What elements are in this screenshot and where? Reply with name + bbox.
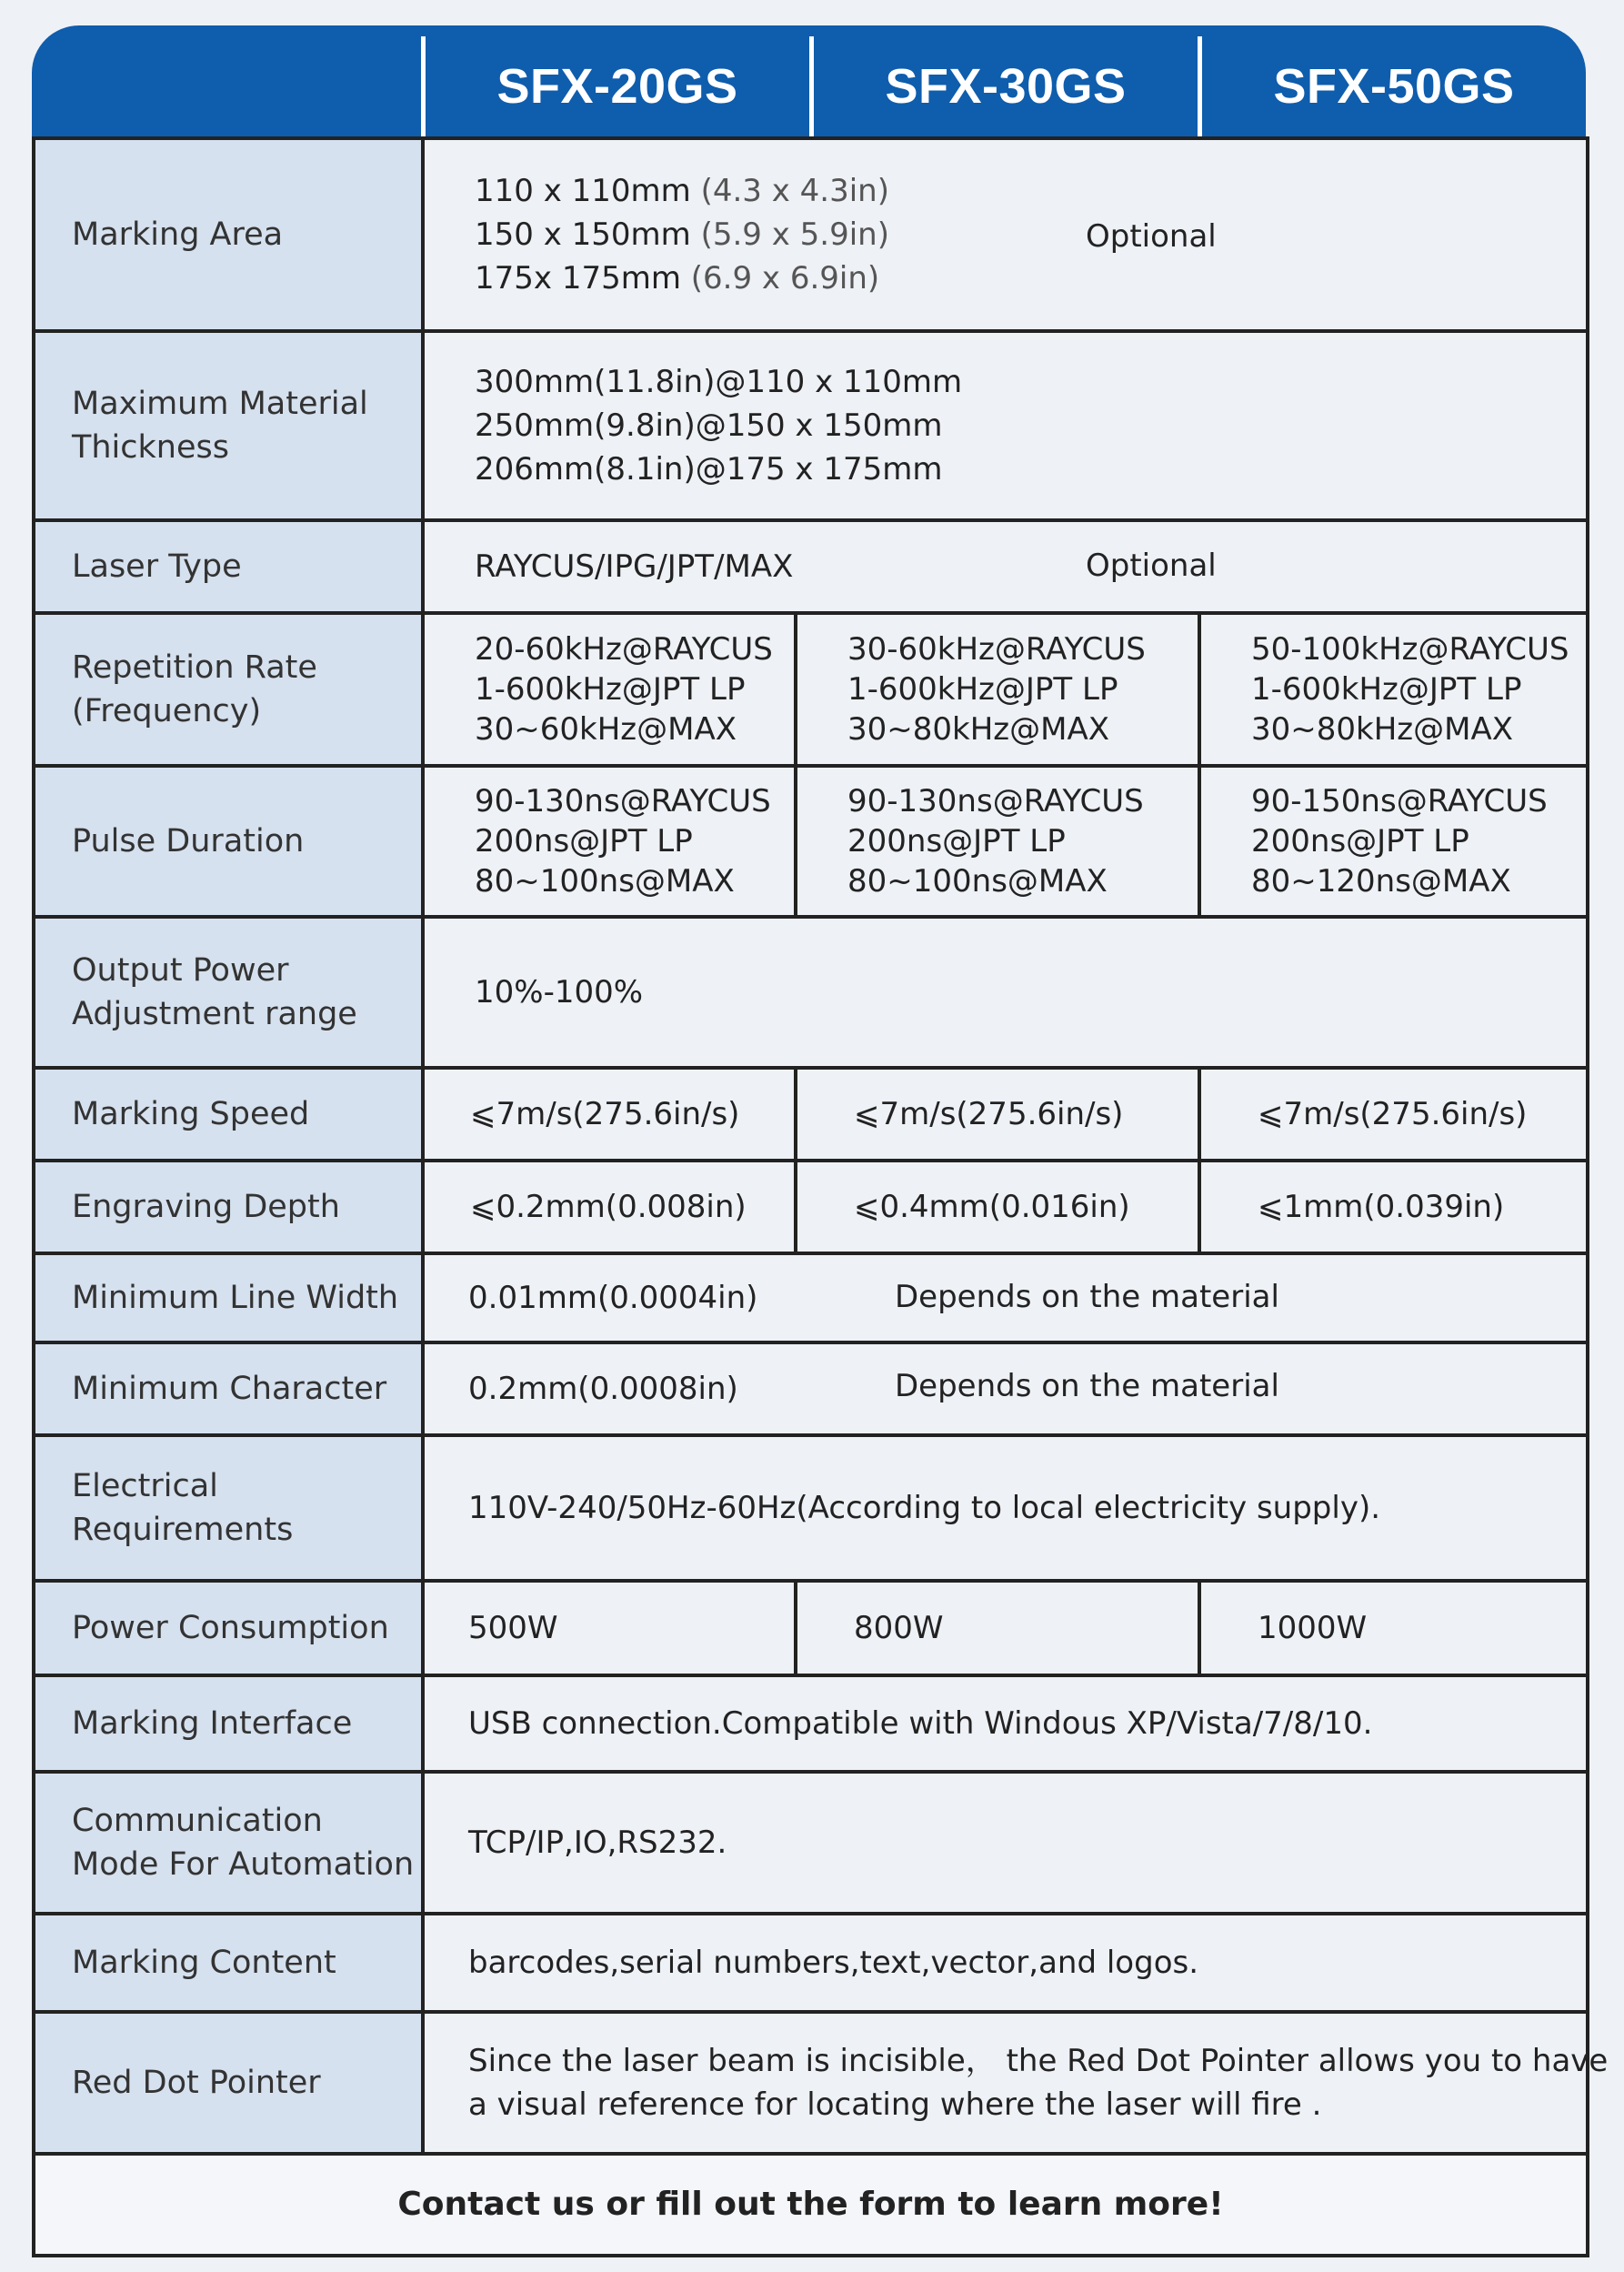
rep-rate-50-line-2: 1-600kHz@JPT LP [1251, 671, 1522, 708]
label-engraving-depth: Engraving Depth [34, 1161, 423, 1253]
row-communication [34, 1772, 1588, 1914]
label-output-power-line-1: Output Power [72, 952, 289, 989]
label-power-consumption: Power Consumption [34, 1581, 423, 1675]
label-output-power-line-2: Adjustment range [72, 996, 357, 1032]
header-blank [32, 25, 421, 136]
marking-area-line-3-imperial: (6.9 x 6.9in) [690, 260, 880, 297]
speed-sfx-50gs: ⩽7m/s(275.6in/s) [1199, 1068, 1588, 1161]
model-sfx-50gs: SFX-50GS [1198, 36, 1586, 136]
min-character-value: 0.2mm(0.0008in) [468, 1371, 738, 1407]
pulse-20-line-3: 80~100ns@MAX [475, 863, 735, 900]
red-dot-line-2: a visual reference for locating where the laser will fire . [468, 2086, 1322, 2123]
rep-rate-30-line-2: 1-600kHz@JPT LP [847, 671, 1118, 708]
power-sfx-30gs: 800W [796, 1581, 1199, 1675]
label-marking-content: Marking Content [34, 1914, 423, 2012]
speed-sfx-30gs: ⩽7m/s(275.6in/s) [796, 1068, 1199, 1161]
power-sfx-20gs: 500W [423, 1581, 796, 1675]
marking-area-note: Optional [1086, 218, 1217, 255]
row-output-power [34, 917, 1588, 1068]
label-marking-area: Marking Area [34, 138, 423, 331]
label-max-thickness [34, 331, 423, 520]
row-marking-content [34, 1914, 1588, 2012]
row-min-character [34, 1342, 1588, 1435]
rep-rate-30-line-1: 30-60kHz@RAYCUS [847, 631, 1146, 668]
red-dot-line-1: Since the laser beam is incisible， the Red Dot Pointer allows you to have [468, 2043, 1609, 2079]
pulse-20-line-1: 90-130ns@RAYCUS [475, 783, 771, 819]
rep-rate-20-line-3: 30~60kHz@MAX [475, 711, 737, 748]
label-max-thickness-line-2: Thickness [72, 429, 229, 466]
row-marking-area [34, 138, 1588, 331]
label-marking-interface: Marking Interface [34, 1675, 423, 1772]
pulse-sfx-50gs [1199, 766, 1588, 917]
label-min-line-width: Minimum Line Width [34, 1253, 423, 1342]
model-header [32, 25, 1586, 136]
min-character-note: Depends on the material [895, 1368, 1279, 1404]
rep-rate-20-line-2: 1-600kHz@JPT LP [475, 671, 746, 708]
spec-table [32, 136, 1609, 2257]
row-max-thickness [34, 331, 1588, 520]
spec-sheet [32, 25, 1609, 2257]
value-output-power: 10%-100% [423, 917, 1588, 1068]
label-laser-type: Laser Type [34, 520, 423, 613]
row-red-dot [34, 2012, 1588, 2154]
laser-type-value: RAYCUS/IPG/JPT/MAX [475, 548, 794, 585]
value-marking-content: barcodes,serial numbers,text,vector,and logos. [423, 1914, 1588, 2012]
label-repetition-rate-line-2: (Frequency) [72, 693, 262, 729]
max-thickness-line-2: 250mm(9.8in)@150 x 150mm [475, 407, 943, 444]
pulse-20-line-2: 200ns@JPT LP [475, 823, 693, 860]
label-communication-line-1: Communication [72, 1803, 323, 1839]
value-red-dot [423, 2012, 1609, 2154]
label-marking-speed: Marking Speed [34, 1068, 423, 1161]
marking-area-line-2: 150 x 150mm [475, 216, 691, 253]
pulse-sfx-30gs [796, 766, 1199, 917]
row-laser-type [34, 520, 1588, 613]
marking-area-line-3: 175x 175mm [475, 260, 681, 297]
depth-sfx-20gs: ⩽0.2mm(0.008in) [423, 1161, 796, 1253]
value-marking-area [423, 138, 1588, 331]
pulse-30-line-2: 200ns@JPT LP [847, 823, 1066, 860]
rep-rate-20-line-1: 20-60kHz@RAYCUS [475, 631, 773, 668]
label-electrical [34, 1435, 423, 1581]
model-sfx-20gs: SFX-20GS [421, 36, 809, 136]
rep-rate-sfx-30gs [796, 613, 1199, 766]
value-min-character [423, 1342, 1588, 1435]
row-marking-interface [34, 1675, 1588, 1772]
label-max-thickness-line-1: Maximum Material [72, 386, 368, 422]
model-sfx-30gs: SFX-30GS [809, 36, 1198, 136]
row-footer [34, 2154, 1588, 2256]
min-line-width-value: 0.01mm(0.0004in) [468, 1280, 758, 1316]
label-red-dot: Red Dot Pointer [34, 2012, 423, 2154]
rep-rate-50-line-3: 30~80kHz@MAX [1251, 711, 1514, 748]
pulse-sfx-20gs [423, 766, 796, 917]
power-sfx-50gs: 1000W [1199, 1581, 1588, 1675]
label-communication-line-2: Mode For Automation [72, 1846, 415, 1883]
label-min-character: Minimum Character [34, 1342, 423, 1435]
value-communication: TCP/IP,IO,RS232. [423, 1772, 1588, 1914]
label-pulse-duration: Pulse Duration [34, 766, 423, 917]
row-power-consumption [34, 1581, 1588, 1675]
rep-rate-sfx-50gs [1199, 613, 1588, 766]
row-pulse-duration [34, 766, 1588, 917]
pulse-50-line-2: 200ns@JPT LP [1251, 823, 1469, 860]
pulse-50-line-1: 90-150ns@RAYCUS [1251, 783, 1548, 819]
label-electrical-line-1: Electrical [72, 1468, 218, 1504]
value-laser-type [423, 520, 1588, 613]
row-engraving-depth [34, 1161, 1588, 1253]
value-max-thickness [423, 331, 1588, 520]
max-thickness-line-3: 206mm(8.1in)@175 x 175mm [475, 451, 943, 488]
max-thickness-line-1: 300mm(11.8in)@110 x 110mm [475, 364, 963, 400]
rep-rate-30-line-3: 30~80kHz@MAX [847, 711, 1110, 748]
laser-type-note: Optional [1086, 548, 1217, 584]
row-marking-speed [34, 1068, 1588, 1161]
marking-area-line-2-imperial: (5.9 x 5.9in) [700, 216, 889, 253]
row-repetition-rate [34, 613, 1588, 766]
value-marking-interface: USB connection.Compatible with Windous XP/Vista/7/8/10. [423, 1675, 1588, 1772]
depth-sfx-30gs: ⩽0.4mm(0.016in) [796, 1161, 1199, 1253]
pulse-30-line-3: 80~100ns@MAX [847, 863, 1108, 900]
marking-area-line-1: 110 x 110mm [475, 173, 691, 209]
footer-cta: Contact us or fill out the form to learn more! [34, 2154, 1588, 2256]
pulse-50-line-3: 80~120ns@MAX [1251, 863, 1511, 900]
min-line-width-note: Depends on the material [895, 1279, 1279, 1315]
label-communication [34, 1772, 423, 1914]
depth-sfx-50gs: ⩽1mm(0.039in) [1199, 1161, 1588, 1253]
value-min-line-width [423, 1253, 1588, 1342]
pulse-30-line-1: 90-130ns@RAYCUS [847, 783, 1144, 819]
row-electrical [34, 1435, 1588, 1581]
marking-area-line-1-imperial: (4.3 x 4.3in) [700, 173, 889, 209]
label-repetition-rate [34, 613, 423, 766]
value-electrical: 110V-240/50Hz-60Hz(According to local electricity supply). [423, 1435, 1588, 1581]
rep-rate-sfx-20gs [423, 613, 796, 766]
speed-sfx-20gs: ⩽7m/s(275.6in/s) [423, 1068, 796, 1161]
label-electrical-line-2: Requirements [72, 1512, 294, 1548]
row-min-line-width [34, 1253, 1588, 1342]
label-repetition-rate-line-1: Repetition Rate [72, 649, 317, 686]
label-output-power [34, 917, 423, 1068]
rep-rate-50-line-1: 50-100kHz@RAYCUS [1251, 631, 1569, 668]
